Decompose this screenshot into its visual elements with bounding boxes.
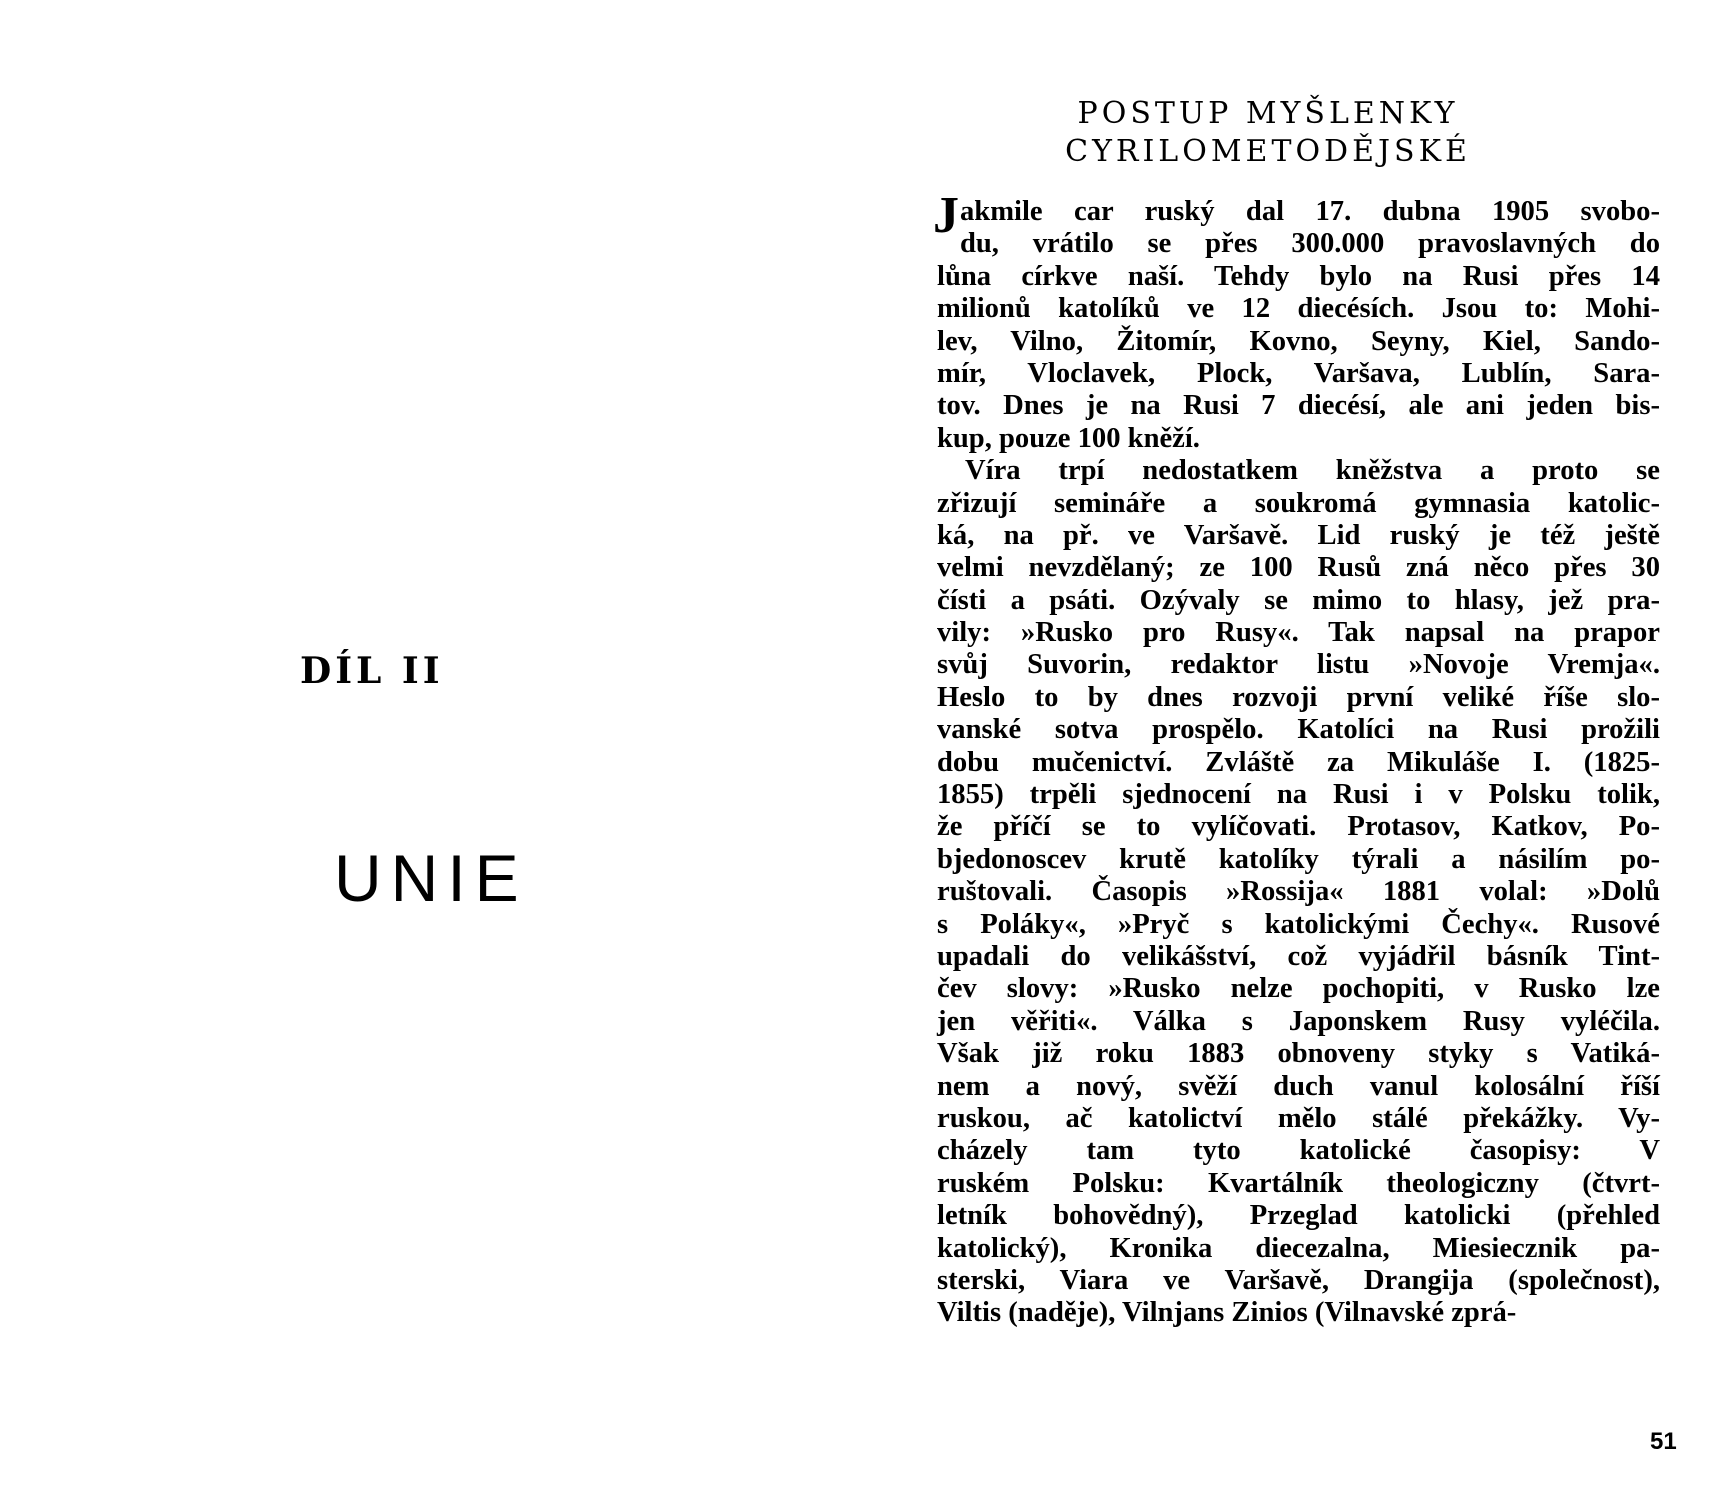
text-line: Však již roku 1883 obnoveny styky s Vatiká-	[937, 1038, 1660, 1070]
text-line: milionů katolíků ve 12 diecésích. Jsou to: Mohi-	[937, 293, 1660, 325]
text-line: akmile car ruský dal 17. dubna 1905 svobo-	[960, 196, 1660, 227]
paragraph-2	[937, 455, 1660, 1330]
text-line: ruštovali. Časopis »Rossija« 1881 volal: »Dolů	[937, 876, 1660, 908]
text-line: Víra trpí nedostatkem kněžstva a proto se	[965, 455, 1660, 487]
text-line: čev slovy: »Rusko nelze pochopiti, v Rusko lze	[937, 973, 1660, 1005]
text-line: Heslo to by dnes rozvoji první veliké říše slo-	[937, 681, 1660, 713]
text-line: s Poláky«, »Pryč s katolickými Čechy«. Rusové	[937, 908, 1660, 940]
text-line: vily: »Rusko pro Rusy«. Tak napsal na prapor	[937, 617, 1660, 649]
text-line: vanské sotva prospělo. Katolíci na Rusi prožili	[937, 714, 1660, 746]
chapter-title-line: POSTUP MYŠLENKY	[1077, 96, 1459, 131]
text-line: letník bohovědný), Przeglad katolicki (přehled	[937, 1200, 1660, 1232]
text-line: kup, pouze 100 kněží.	[937, 422, 1200, 454]
text-line: Viltis (naděje), Vilnjans Zinios (Vilnavské zprá-	[937, 1297, 1517, 1329]
text-line: ká, na př. ve Varšavě. Lid ruský je též ještě	[937, 519, 1660, 551]
text-line: lůna církve naší. Tehdy bylo na Rusi přes 14	[937, 260, 1660, 292]
text-line: dobu mučenictví. Zvláště za Mikuláše I. (1825-	[937, 746, 1660, 778]
chapter-title-line: CYRILOMETODĚJSKÉ	[1065, 134, 1471, 169]
page-number: 51	[1650, 1428, 1677, 1455]
drop-cap: J	[933, 187, 959, 244]
text-line: 1855) trpěli sjednocení na Rusi i v Polsku tolik,	[937, 779, 1660, 811]
text-line: že příčí se to vylíčovati. Protasov, Katkov, Po-	[937, 811, 1660, 843]
part-label: DÍL II	[300, 650, 444, 692]
text-line: sterski, Viara ve Varšavě, Drangija (společnost),	[937, 1264, 1660, 1296]
text-line: tov. Dnes je na Rusi 7 diecésí, ale ani jeden bis-	[937, 390, 1660, 422]
text-line: mír, Vloclavek, Plock, Varšava, Lublín, Sara-	[937, 357, 1660, 389]
text-line: upadali do velikášství, což vyjádřil básník Tint-	[937, 940, 1660, 972]
text-line: ruskou, ač katolictví mělo stálé překážky. Vy-	[937, 1102, 1660, 1134]
text-line: katolický), Kronika diecezalna, Miesiecznik pa-	[937, 1232, 1660, 1264]
text-line: du, vrátilo se přes 300.000 pravoslavných do	[960, 228, 1660, 260]
text-line: jen věřiti«. Válka s Japonskem Rusy vyléčila.	[937, 1005, 1660, 1037]
text-line: svůj Suvorin, redaktor listu »Novoje Vremja«.	[937, 649, 1660, 681]
text-line: bjedonoscev krutě katolíky týrali a násilím po-	[937, 843, 1660, 875]
text-line: lev, Vilno, Žitomír, Kovno, Seyny, Kiel, Sando-	[937, 325, 1660, 357]
text-line: cházely tam tyto katolické časopisy: V	[937, 1135, 1660, 1167]
text-line: velmi nevzdělaný; ze 100 Rusů zná něco přes 30	[937, 552, 1660, 584]
body-text	[933, 187, 1660, 1330]
part-title: UNIE	[334, 841, 528, 915]
text-line: zřizují semináře a soukromá gymnasia katolic-	[937, 487, 1660, 519]
chapter-title	[958, 95, 1578, 171]
right-page	[858, 0, 1716, 1500]
text-line: čísti a psáti. Ozývaly se mimo to hlasy, jež pra-	[937, 584, 1660, 616]
text-line: nem a nový, svěží duch vanul kolosální říší	[937, 1070, 1660, 1102]
text-line: ruském Polsku: Kvartálník theologiczny (čtvrt-	[937, 1167, 1660, 1199]
paragraph-1	[933, 187, 1660, 455]
